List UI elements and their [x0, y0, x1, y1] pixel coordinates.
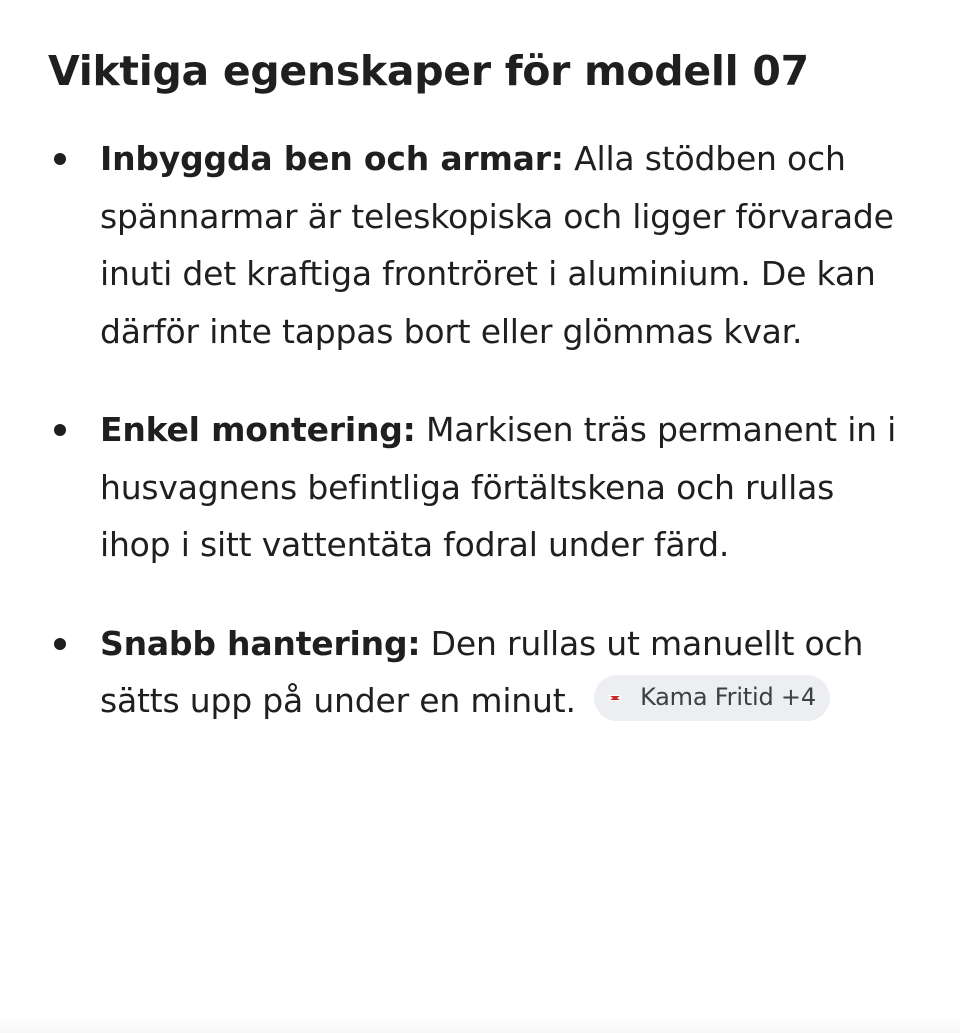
source-chip-label: Kama Fritid +4	[640, 682, 816, 711]
feature-list	[48, 130, 912, 730]
section-heading: Viktiga egenskaper för modell 07	[48, 47, 809, 95]
item-text: Alla stödben och spännarmar är teleskopiska och ligger förvarade inuti det kraftiga frontröret i aluminium. De kan därför inte tappas bort eller glömmas kvar.	[100, 139, 894, 351]
item-term: Enkel montering:	[100, 410, 416, 449]
bullet-icon	[54, 424, 66, 436]
item-term: Inbyggda ben och armar:	[100, 139, 564, 178]
item-text: Den rullas ut manuellt och sätts upp på under en minut.	[100, 623, 864, 720]
bullet-icon	[54, 638, 66, 650]
bottom-divider	[0, 1019, 960, 1033]
source-chip[interactable]	[594, 675, 830, 721]
item-text: Markisen träs permanent in i husvagnens befintliga förtältskena och rullas ihop i sitt vattentäta fodral under färd.	[100, 410, 897, 564]
source-favicon-icon	[608, 691, 622, 705]
list-item	[48, 401, 912, 574]
item-term: Snabb hantering:	[100, 623, 421, 663]
list-item	[48, 615, 912, 730]
list-item	[48, 130, 912, 360]
bullet-icon	[54, 153, 66, 165]
